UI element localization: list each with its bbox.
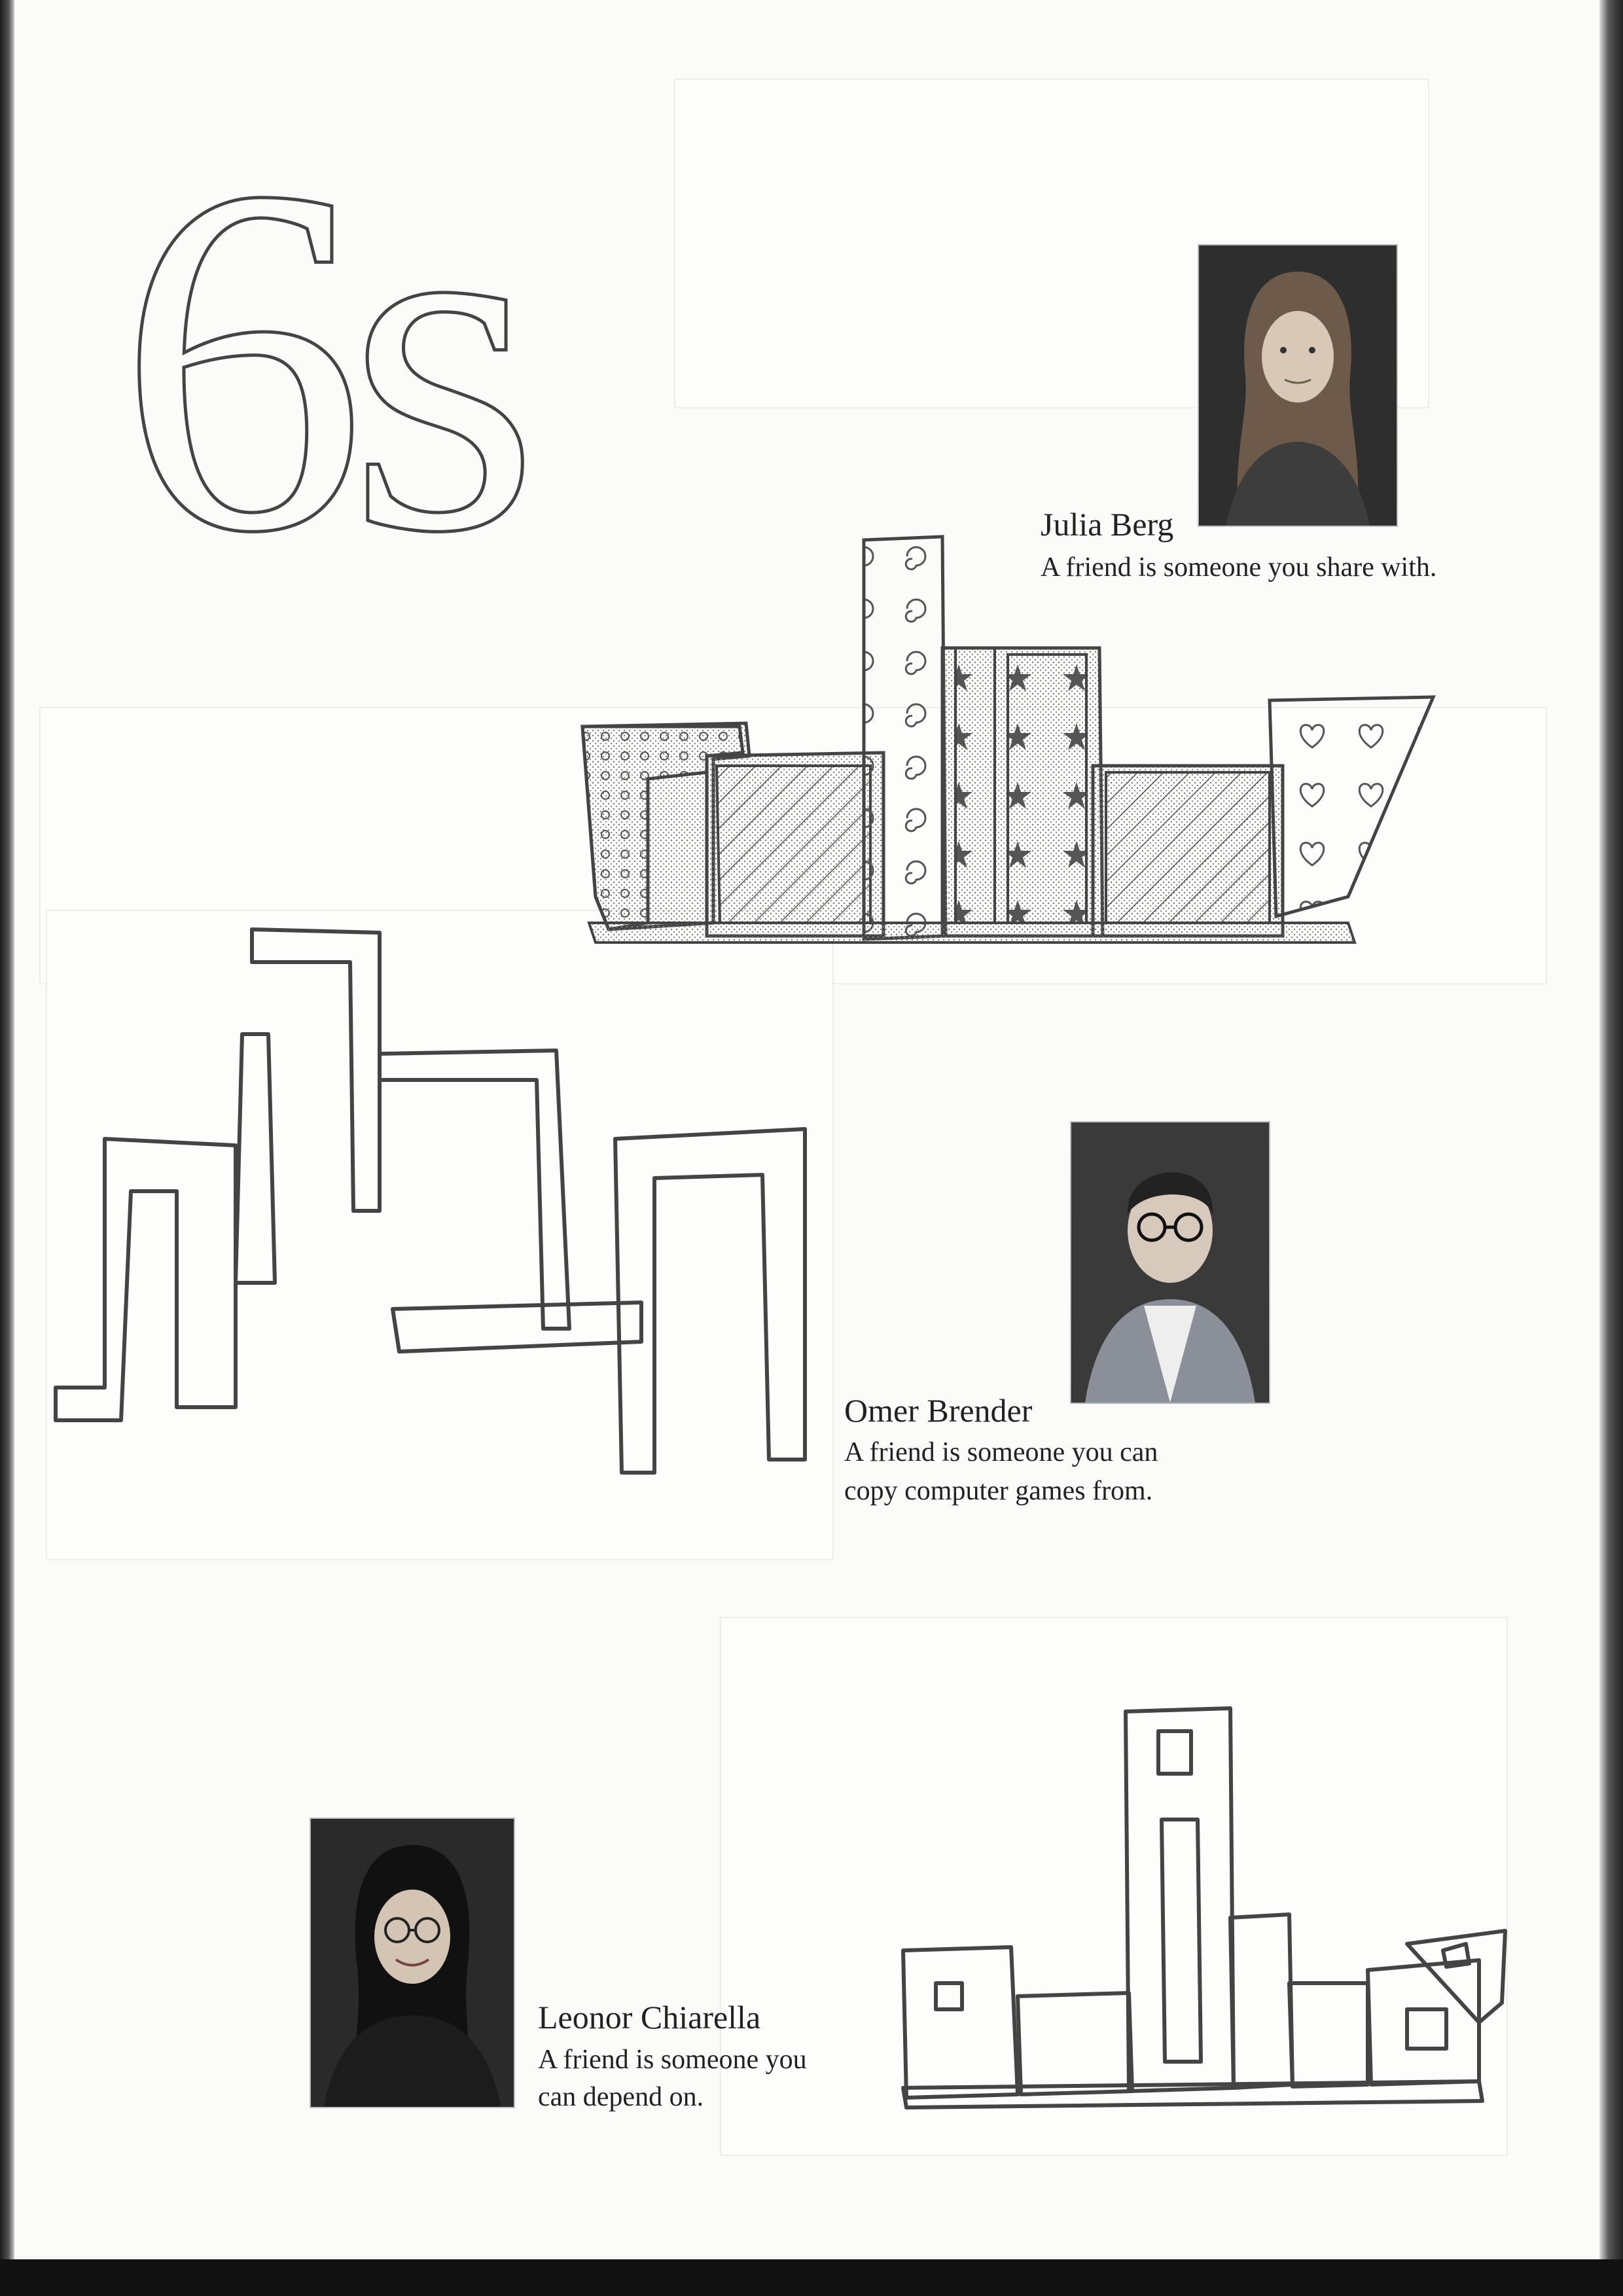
student-quote-line: A friend is someone you can: [844, 1437, 1158, 1467]
student-photo-julia: [1198, 244, 1398, 527]
portrait-icon: [1199, 245, 1397, 526]
decorated-block-letters-icon: [576, 530, 1453, 956]
student-photo-omer: [1070, 1121, 1270, 1404]
outlined-hebrew-letters-icon: [46, 916, 831, 1492]
student-quote-line: can depend on.: [538, 2082, 704, 2112]
binding-shadow-left: [0, 0, 14, 2296]
student-name: Julia Berg: [1041, 506, 1174, 543]
student-quote-line: A friend is someone you share with.: [1041, 552, 1437, 583]
page-heading: 6s: [118, 84, 521, 635]
outlined-block-letters-icon: [897, 1695, 1512, 2121]
page-edge-right: [1599, 0, 1623, 2296]
student-quote-line: copy computer games from.: [844, 1476, 1153, 1506]
portrait-icon: [1071, 1122, 1269, 1403]
student-name: Leonor Chiarella: [538, 1999, 761, 2036]
student-photo-leonor: [310, 1818, 515, 2108]
student-name: Omer Brender: [844, 1392, 1033, 1429]
student-quote-line: A friend is someone you: [538, 2045, 807, 2075]
portrait-icon: [311, 1819, 514, 2107]
page-edge-bottom: [0, 2259, 1623, 2296]
